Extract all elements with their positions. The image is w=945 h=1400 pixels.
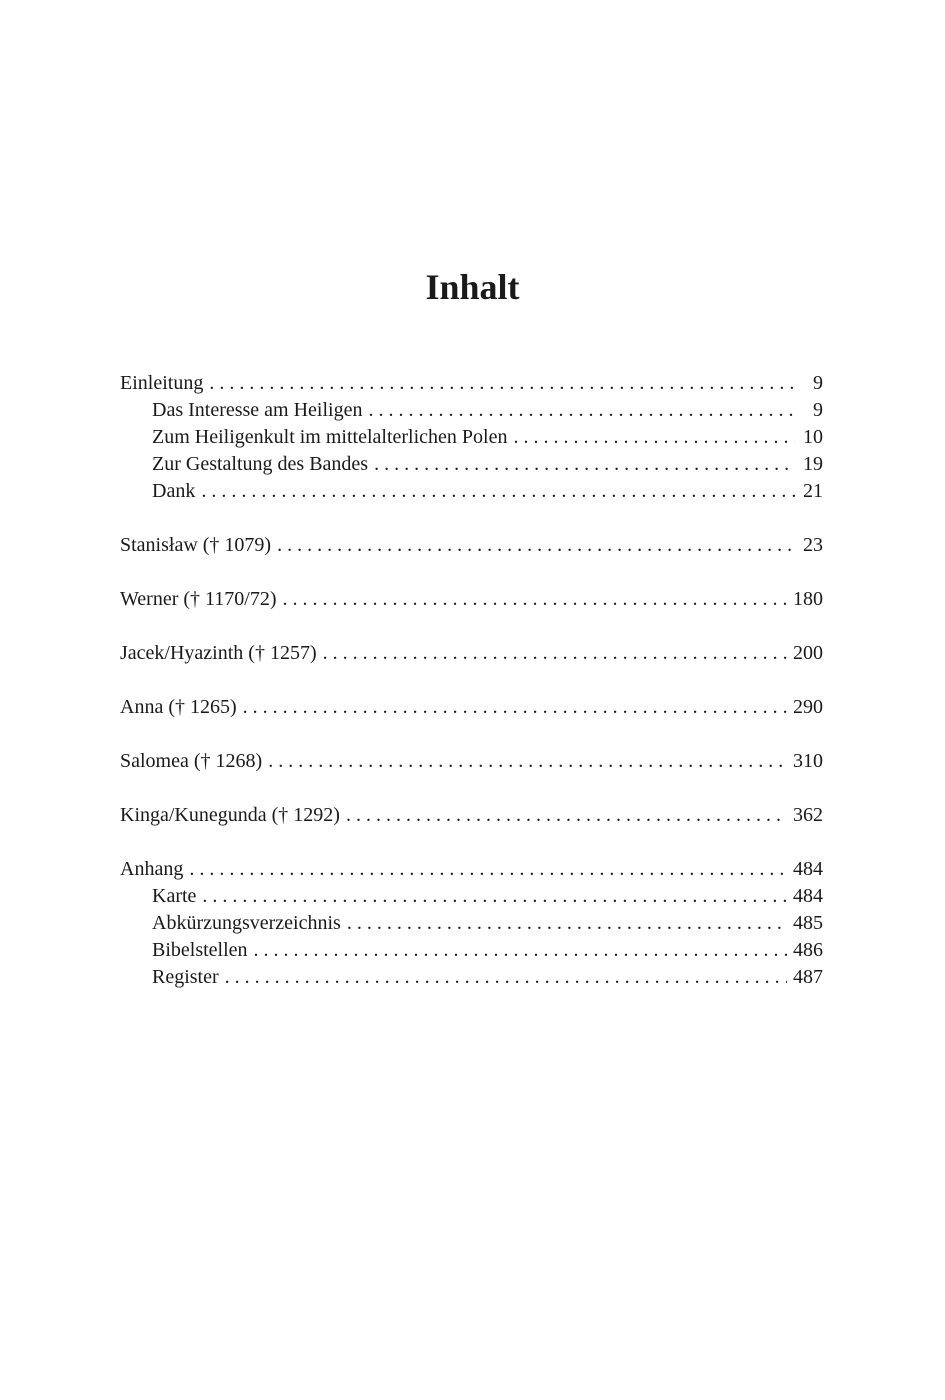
toc-section bbox=[120, 856, 823, 991]
toc-section bbox=[120, 586, 823, 613]
dot-leader bbox=[225, 964, 787, 991]
toc-section bbox=[120, 532, 823, 559]
toc-section bbox=[120, 370, 823, 505]
dot-leader bbox=[201, 478, 795, 505]
toc-page-number: 486 bbox=[793, 939, 823, 961]
toc-subentry[interactable] bbox=[120, 964, 823, 991]
dot-leader bbox=[277, 532, 795, 559]
toc-page-number: 362 bbox=[793, 804, 823, 826]
toc-entry-label: Kinga/Kunegunda († 1292) bbox=[120, 804, 340, 826]
toc-entry-label: Zur Gestaltung des Bandes bbox=[152, 453, 369, 475]
dot-leader bbox=[189, 856, 787, 883]
dot-leader bbox=[243, 694, 787, 721]
toc-entry-label: Dank bbox=[152, 480, 196, 502]
toc-page-number: 310 bbox=[793, 750, 823, 772]
dot-leader bbox=[323, 640, 787, 667]
toc-page-number: 9 bbox=[813, 372, 823, 394]
table-of-contents bbox=[120, 370, 823, 1018]
dot-leader bbox=[347, 910, 787, 937]
dot-leader bbox=[254, 937, 787, 964]
toc-section bbox=[120, 694, 823, 721]
toc-entry-label: Zum Heiligenkult im mittelalterlichen Polen bbox=[152, 426, 508, 448]
page-title: Inhalt bbox=[425, 267, 520, 307]
toc-page-number: 21 bbox=[803, 480, 823, 502]
dot-leader bbox=[282, 586, 787, 613]
toc-page-number: 485 bbox=[793, 912, 823, 934]
toc-page-number: 484 bbox=[793, 885, 823, 907]
toc-entry[interactable] bbox=[120, 802, 823, 829]
toc-page-number: 290 bbox=[793, 696, 823, 718]
toc-subentry[interactable] bbox=[120, 397, 823, 424]
toc-entry[interactable] bbox=[120, 856, 823, 883]
toc-page-number: 484 bbox=[793, 858, 823, 880]
toc-entry[interactable] bbox=[120, 586, 823, 613]
toc-section bbox=[120, 640, 823, 667]
toc-page-number: 19 bbox=[803, 453, 823, 475]
toc-entry-label: Anna († 1265) bbox=[120, 696, 237, 718]
toc-entry-label: Bibelstellen bbox=[152, 939, 248, 961]
toc-subentry[interactable] bbox=[120, 910, 823, 937]
dot-leader bbox=[374, 451, 795, 478]
toc-entry-label: Salomea († 1268) bbox=[120, 750, 263, 772]
toc-page-number: 180 bbox=[793, 588, 823, 610]
toc-entry[interactable] bbox=[120, 640, 823, 667]
toc-page-number: 200 bbox=[793, 642, 823, 664]
toc-subentry[interactable] bbox=[120, 937, 823, 964]
toc-subentry[interactable] bbox=[120, 424, 823, 451]
toc-entry-label: Werner († 1170/72) bbox=[120, 588, 277, 610]
toc-entry-label: Einleitung bbox=[120, 372, 204, 394]
toc-entry[interactable] bbox=[120, 370, 823, 397]
toc-entry[interactable] bbox=[120, 532, 823, 559]
toc-section bbox=[120, 748, 823, 775]
toc-page-number: 23 bbox=[803, 534, 823, 556]
toc-entry-label: Jacek/Hyazinth († 1257) bbox=[120, 642, 317, 664]
toc-subentry[interactable] bbox=[120, 478, 823, 505]
dot-leader bbox=[346, 802, 787, 829]
toc-page-number: 487 bbox=[793, 966, 823, 988]
dot-leader bbox=[268, 748, 787, 775]
toc-section bbox=[120, 802, 823, 829]
dot-leader bbox=[209, 370, 795, 397]
toc-entry[interactable] bbox=[120, 694, 823, 721]
dot-leader bbox=[513, 424, 795, 451]
toc-page-number: 9 bbox=[813, 399, 823, 421]
toc-entry[interactable] bbox=[120, 748, 823, 775]
toc-entry-label: Stanisław († 1079) bbox=[120, 534, 272, 556]
dot-leader bbox=[368, 397, 795, 424]
toc-entry-label: Das Interesse am Heiligen bbox=[152, 399, 363, 421]
toc-subentry[interactable] bbox=[120, 883, 823, 910]
toc-page-number: 10 bbox=[803, 426, 823, 448]
toc-entry-label: Karte bbox=[152, 885, 197, 907]
toc-entry-label: Anhang bbox=[120, 858, 184, 880]
toc-entry-label: Abkürzungsverzeichnis bbox=[152, 912, 341, 934]
toc-entry-label: Register bbox=[152, 966, 219, 988]
dot-leader bbox=[202, 883, 787, 910]
toc-subentry[interactable] bbox=[120, 451, 823, 478]
